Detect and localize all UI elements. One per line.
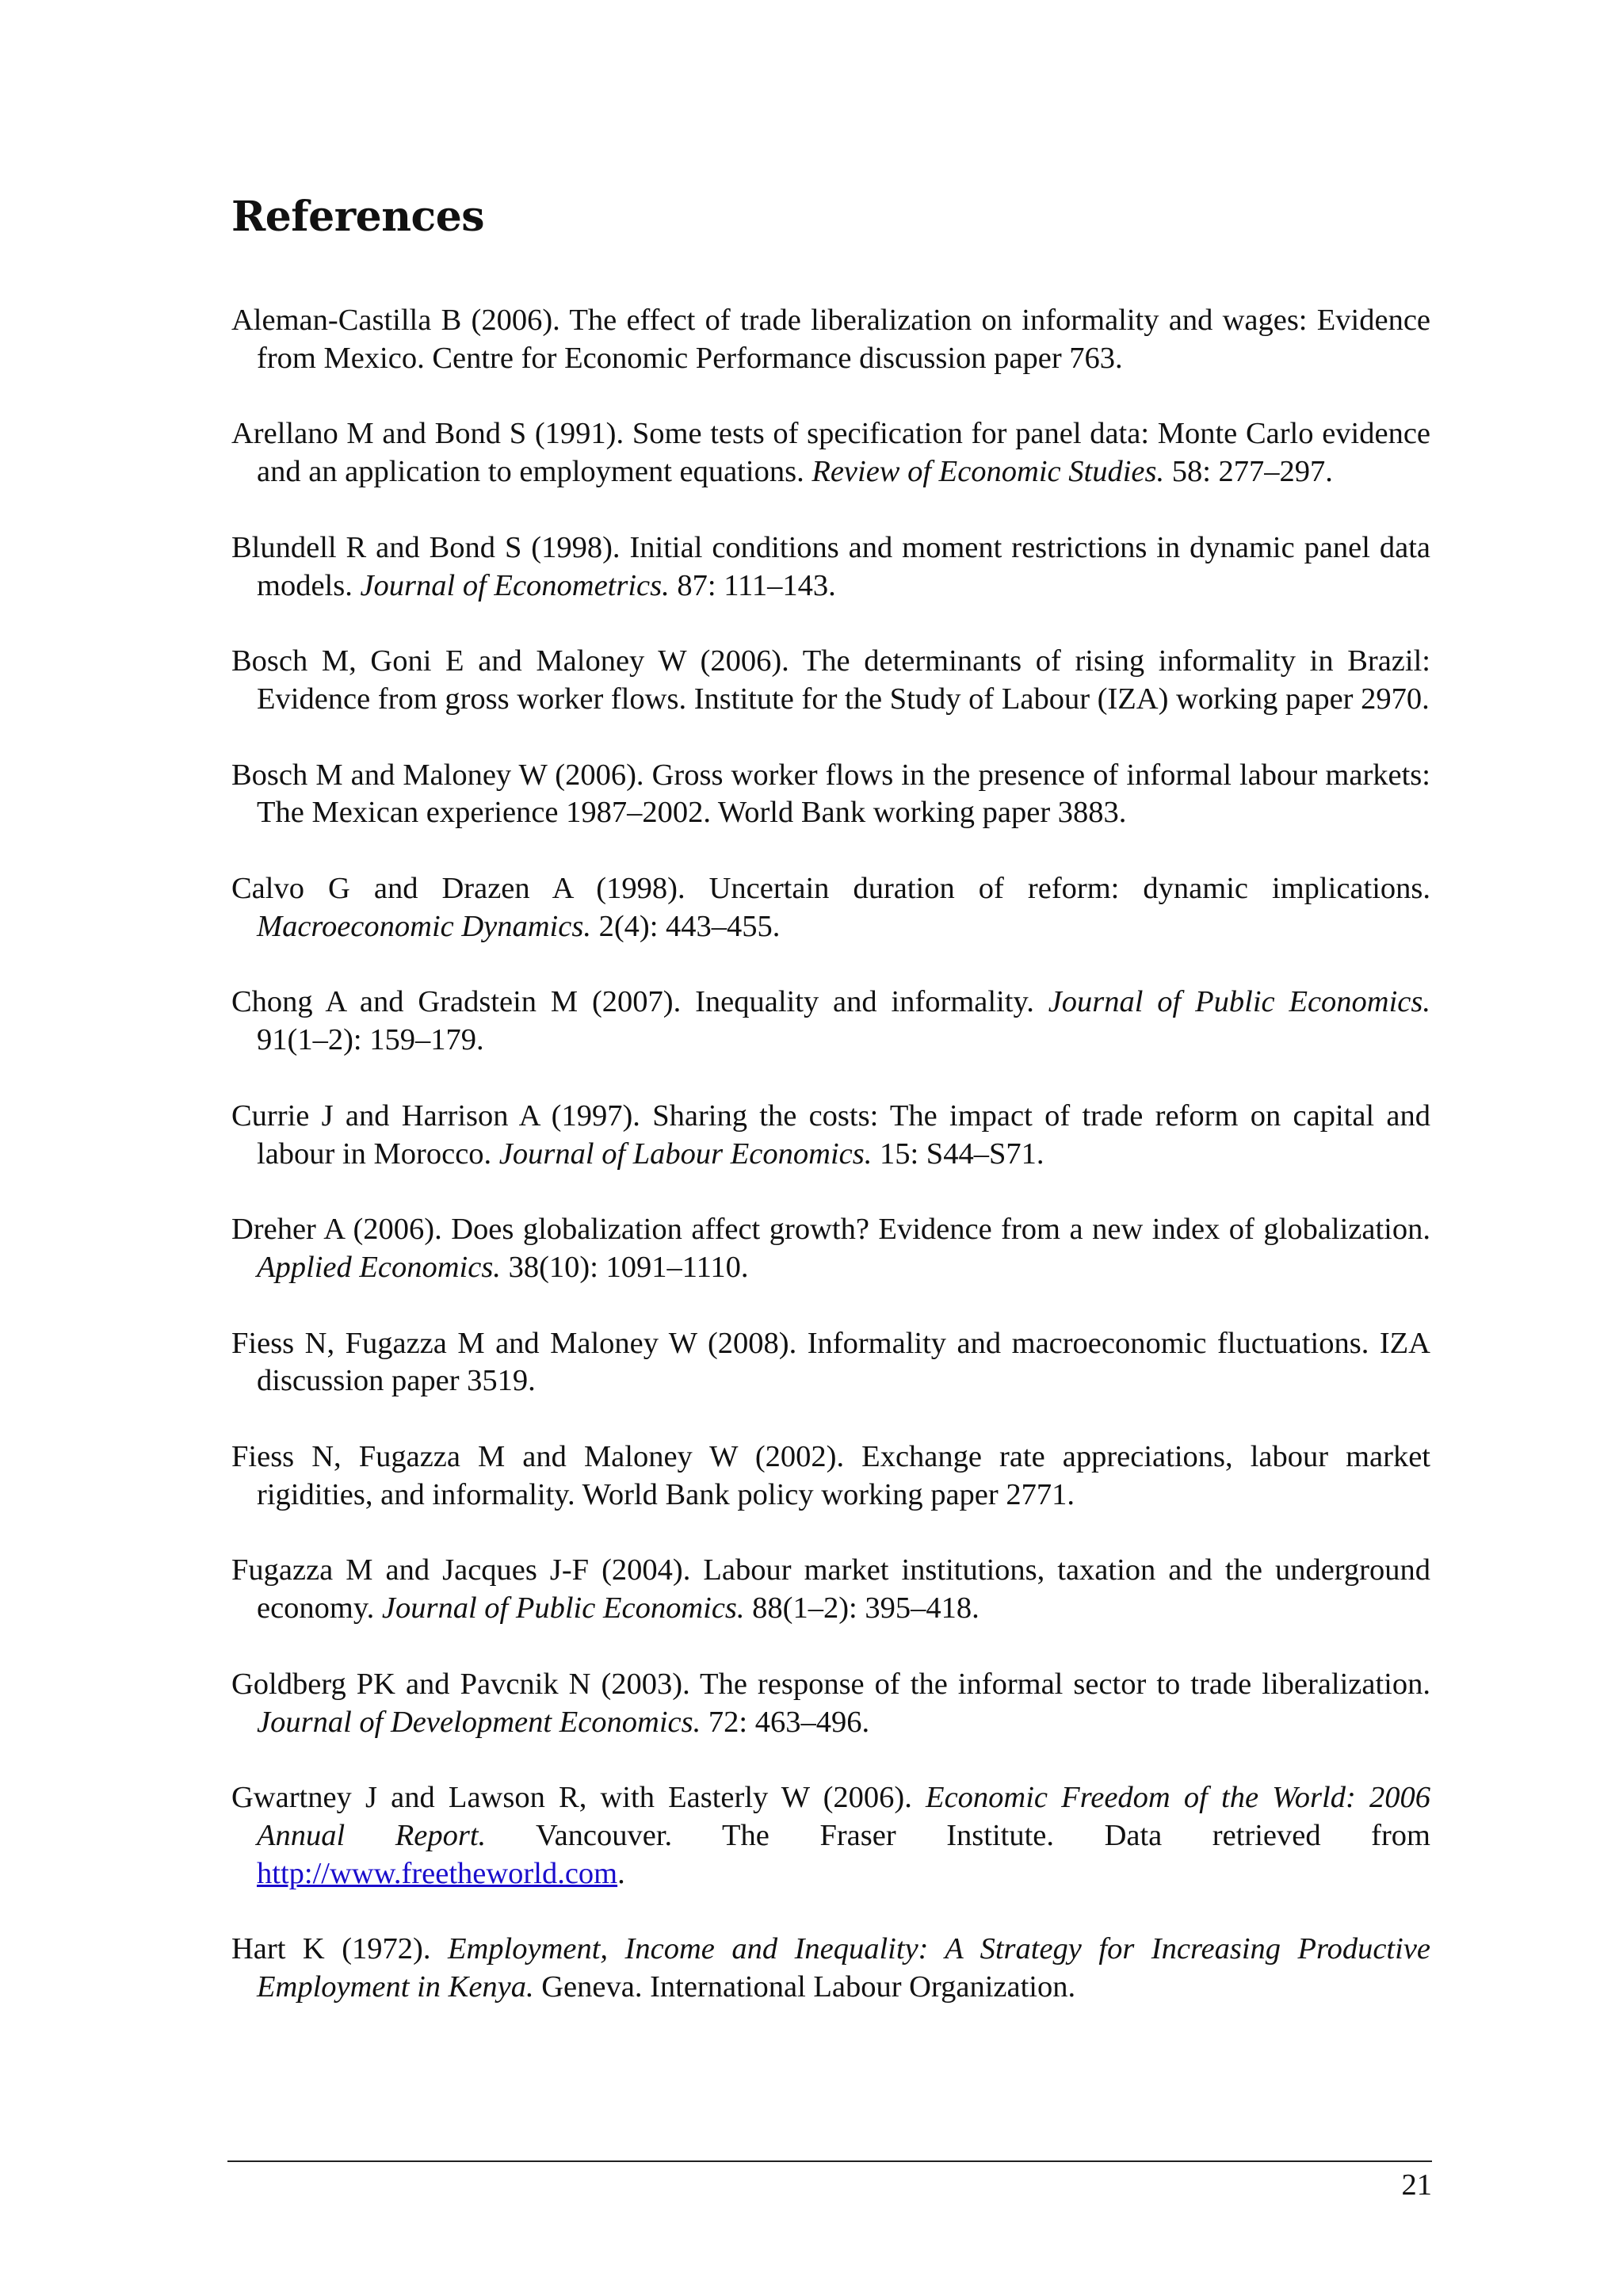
reference-citation: Vancouver. The Fraser Institute. Data retrieved from bbox=[486, 1818, 1430, 1852]
reference-text: Currie J and Harrison A (1997). Sharing the costs: The impact of trade reform on capital and labour in Morocco. bbox=[231, 1098, 1430, 1171]
reference-citation: 91(1–2): 159–179. bbox=[257, 1023, 484, 1057]
reference-text: Bosch M, Goni E and Maloney W (2006). The determinants of rising informality in Brazil: Evidence from gross worker flows. Institute for the Study of Labour (IZA) working paper 2970. bbox=[231, 644, 1430, 716]
reference-text: Arellano M and Bond S (1991). Some tests of specification for panel data: Monte Carlo evidence and an application to employment equations. bbox=[231, 417, 1430, 489]
reference-fiess-2002 bbox=[231, 1438, 1430, 1514]
reference-blundell-bond-1998 bbox=[231, 529, 1430, 605]
reference-text: Dreher A (2006). Does globalization affect growth? Evidence from a new index of globalization. bbox=[231, 1213, 1430, 1247]
reference-text: Gwartney J and Lawson R, with Easterly W (2006). bbox=[231, 1781, 926, 1815]
reference-citation: 15: S44–S71. bbox=[872, 1137, 1044, 1171]
journal-title: Macroeconomic Dynamics. bbox=[257, 909, 591, 943]
freetheworld-link[interactable]: http://www.freetheworld.com bbox=[257, 1856, 618, 1890]
reference-text: Fiess N, Fugazza M and Maloney W (2008). Informality and macroeconomic fluctuations. IZA discussion paper 3519. bbox=[231, 1326, 1430, 1398]
reference-citation: 87: 111–143. bbox=[669, 568, 836, 602]
footer-divider bbox=[227, 2160, 1432, 2162]
reference-text: Blundell R and Bond S (1998). Initial conditions and moment restrictions in dynamic panel data models. bbox=[231, 530, 1430, 602]
reference-text: Fugazza M and Jacques J-F (2004). Labour market institutions, taxation and the underground economy. bbox=[231, 1553, 1430, 1626]
journal-title: Journal of Public Economics. bbox=[381, 1591, 745, 1626]
reference-citation: 38(10): 1091–1110. bbox=[500, 1250, 749, 1284]
reference-text: Aleman-Castilla B (2006). The effect of trade liberalization on informality and wages: Evidence from Mexico. Centre for Economic Performance discussion paper 763. bbox=[231, 304, 1430, 375]
reference-arellano-bond-1991 bbox=[231, 415, 1430, 491]
reference-citation: 2(4): 443–455. bbox=[590, 909, 781, 943]
reference-citation: 58: 277–297. bbox=[1164, 455, 1333, 489]
reference-text: Bosch M and Maloney W (2006). Gross worker flows in the presence of informal labour markets: The Mexican experience 1987–2002. World Bank working paper 3883. bbox=[231, 758, 1430, 830]
reference-hart-1972 bbox=[231, 1931, 1430, 2006]
reference-bosch-maloney-2006 bbox=[231, 757, 1430, 832]
reference-punctuation: . bbox=[617, 1856, 625, 1890]
reference-text: Hart K (1972). bbox=[231, 1932, 448, 1966]
reference-calvo-drazen-1998 bbox=[231, 870, 1430, 946]
reference-citation: Geneva. International Labour Organization. bbox=[533, 1970, 1076, 2004]
reference-goldberg-pavcnik-2003 bbox=[231, 1666, 1430, 1741]
reference-text: Fiess N, Fugazza M and Maloney W (2002). Exchange rate appreciations, labour market rigidities, and informality. World Bank policy working paper 2771. bbox=[231, 1440, 1430, 1511]
book-title: Economic Freedom of the World: 2006 Annual Report. bbox=[257, 1781, 1430, 1852]
reference-text: Goldberg PK and Pavcnik N (2003). The response of the informal sector to trade liberalization. bbox=[231, 1667, 1430, 1701]
reference-gwartney-lawson-2006 bbox=[231, 1779, 1430, 1893]
journal-title: Journal of Labour Economics. bbox=[498, 1137, 873, 1171]
journal-title: Journal of Development Economics. bbox=[257, 1705, 701, 1739]
reference-fiess-2008 bbox=[231, 1325, 1430, 1400]
reference-citation: 72: 463–496. bbox=[701, 1705, 870, 1739]
reference-text: Calvo G and Drazen A (1998). Uncertain duration of reform: dynamic implications. bbox=[231, 872, 1430, 906]
reference-fugazza-jacques-2004 bbox=[231, 1552, 1430, 1627]
reference-currie-harrison-1997 bbox=[231, 1098, 1430, 1173]
journal-title: Review of Economic Studies. bbox=[812, 455, 1165, 489]
reference-text: Chong A and Gradstein M (2007). Inequality and informality. bbox=[231, 985, 1048, 1019]
journal-title: Applied Economics. bbox=[257, 1250, 501, 1284]
page-title: References bbox=[231, 193, 485, 241]
reference-chong-gradstein-2007 bbox=[231, 984, 1430, 1059]
reference-citation: 88(1–2): 395–418. bbox=[744, 1591, 980, 1626]
reference-list bbox=[231, 302, 1430, 2045]
reference-dreher-2006 bbox=[231, 1211, 1430, 1286]
journal-title: Journal of Public Economics. bbox=[1048, 985, 1431, 1019]
page-number: 21 bbox=[1401, 2168, 1432, 2202]
journal-title: Journal of Econometrics. bbox=[360, 568, 670, 602]
book-title: Employment, Income and Inequality: A Strategy for Increasing Productive Employment in Kenya. bbox=[257, 1932, 1431, 2004]
reference-bosch-goni-maloney-2006 bbox=[231, 643, 1430, 718]
reference-aleman-castilla-2006 bbox=[231, 302, 1430, 377]
